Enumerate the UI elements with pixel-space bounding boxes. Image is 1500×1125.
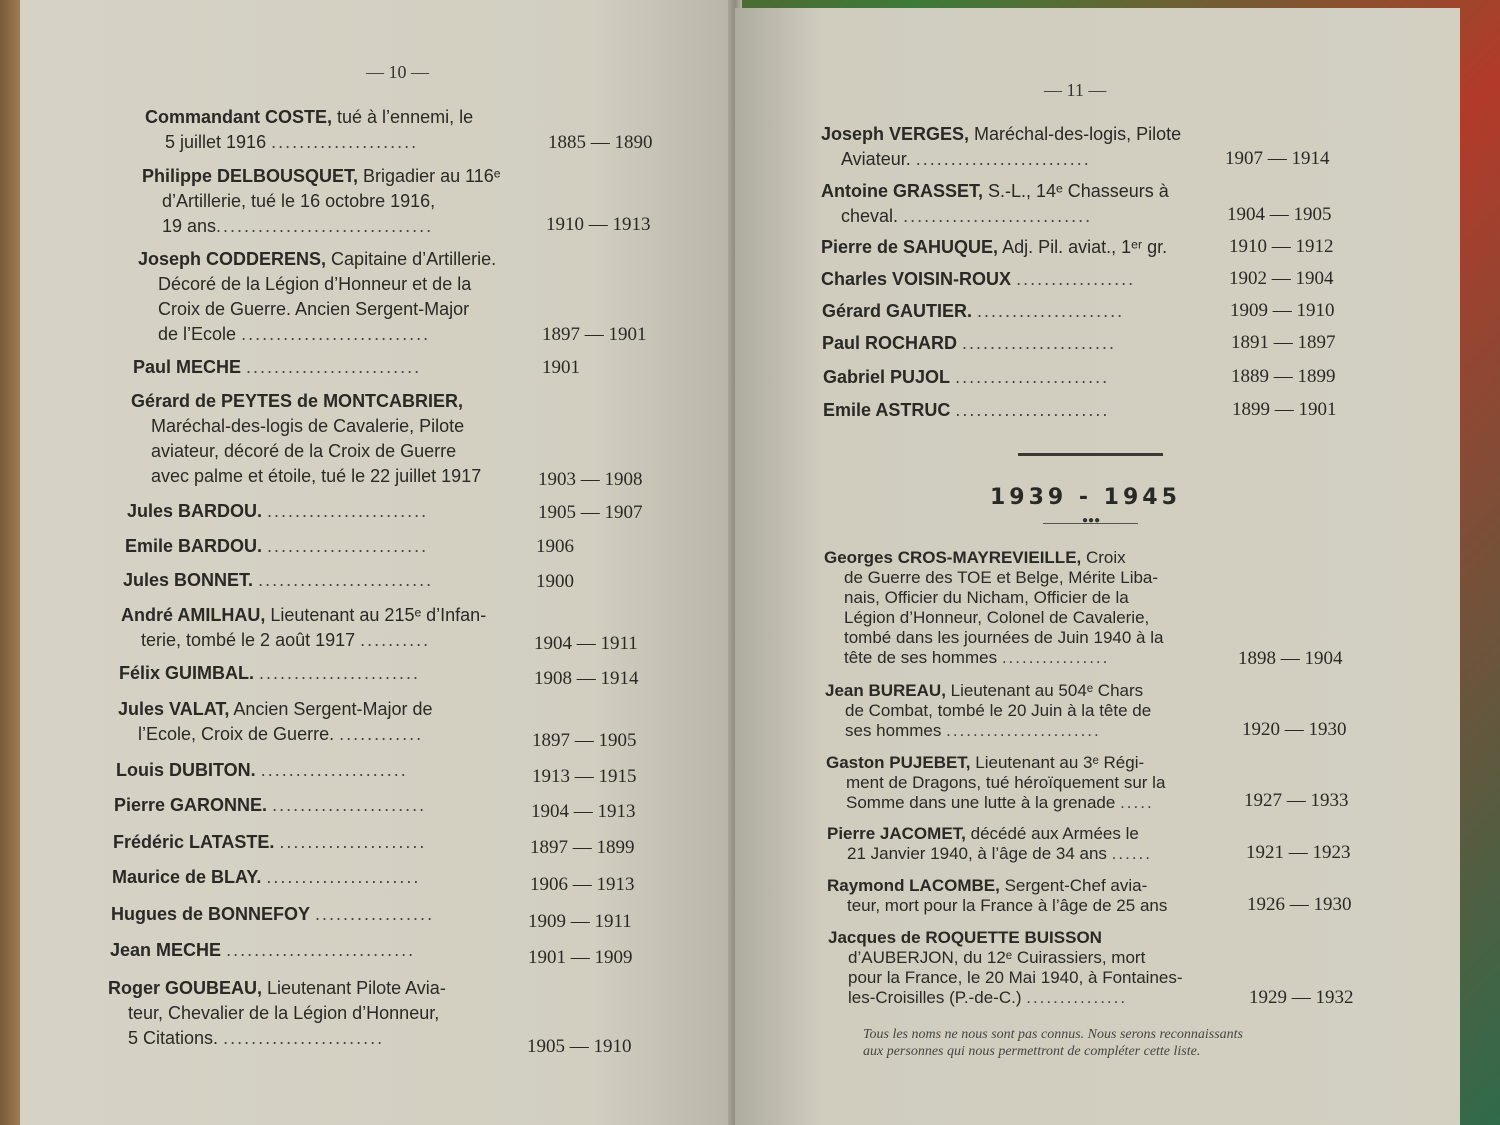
entry-years: 1927 — 1933	[1244, 790, 1349, 811]
list-item: Georges CROS-MAYREVIEILLE, Croix de Guerre des TOE et Belge, Mérite Liba- nais, Officier du Nicham, Officier de la Légion d’Honneur, Colonel de Cavalerie, tombé dans les journées de Juin 1940 à la tête de ses hommes ................	[824, 548, 1224, 668]
entry-cont: les-Croisilles (P.-de-C.)	[848, 988, 1022, 1007]
entry-cont: aviateur, décoré de la Croix de Guerre	[151, 441, 457, 461]
entry-cont: Légion d’Honneur, Colonel de Cavalerie,	[844, 608, 1150, 627]
list-item: Philippe DELBOUSQUET, Brigadier au 116ᵉ d’Artillerie, tué le 16 octobre 1916, 19 ans...............................	[142, 164, 544, 239]
entry-name: Paul MECHE	[133, 357, 242, 377]
list-item: André AMILHAU, Lieutenant au 215ᵉ d’Infan- terie, tombé le 2 août 1917 ..........	[121, 605, 487, 650]
entry-name: Antoine GRASSET,	[821, 181, 984, 201]
list-item: Félix GUIMBAL. .......................	[119, 663, 421, 683]
entry-desc: Adj. Pil. aviat., 1ᵉʳ gr.	[998, 237, 1168, 257]
entry-desc: Lieutenant au 504ᵉ Chars	[945, 681, 1144, 700]
list-item: Antoine GRASSET, S.-L., 14ᵉ Chasseurs à cheval. ...........................	[821, 181, 1169, 226]
entry-years: 1906	[536, 536, 574, 557]
entry-desc: Capitaine d’Artillerie.	[326, 249, 497, 269]
entry-years: 1920 — 1930	[1242, 719, 1347, 740]
entry-desc: Lieutenant au 3ᵉ Régi-	[970, 753, 1145, 772]
list-item: Jean BUREAU, Lieutenant au 504ᵉ Chars de Combat, tombé le 20 Juin à la tête de ses hommes .......................	[825, 681, 1225, 741]
list-item: Hugues de BONNEFOY .................	[111, 904, 435, 924]
list-item: Gérard GAUTIER. .....................	[822, 301, 1125, 321]
entry-cont: avec palme et étoile, tué le 22 juillet 1917	[151, 466, 482, 486]
list-item: Jean MECHE ...........................	[110, 940, 416, 960]
entry-years: 1905 — 1910	[527, 1036, 632, 1057]
entry-cont: ment de Dragons, tué héroïquement sur la	[846, 773, 1166, 792]
list-item: Louis DUBITON. .....................	[116, 760, 408, 780]
entry-name: Commandant COSTE,	[145, 107, 333, 127]
page-number: — 11 —	[1044, 80, 1107, 100]
list-item: Joseph CODDERENS, Capitaine d’Artillerie. Décoré de la Légion d’Honneur et de la Croix de Guerre. Ancien Sergent-Major de l’Ecole ...........................	[138, 247, 542, 347]
right-page	[735, 8, 1460, 1125]
entry-years: 1921 — 1923	[1246, 842, 1351, 863]
page-number: — 10 —	[366, 62, 429, 82]
entry-desc: Croix	[1081, 548, 1126, 567]
list-item: Paul ROCHARD ......................	[822, 333, 1117, 353]
entry-years: 1913 — 1915	[532, 766, 637, 787]
entry-years: 1891 — 1897	[1231, 332, 1336, 353]
list-item: Joseph VERGES, Maréchal-des-logis, Pilote Aviateur. .........................	[821, 124, 1182, 169]
entry-cont: teur, mort pour la France à l’âge de 25 ans	[847, 896, 1168, 915]
section-title: 1939 - 1945	[990, 485, 1181, 510]
entry-cont: tombé dans les journées de Juin 1940 à la	[844, 628, 1164, 647]
entry-name: Emile ASTRUC	[823, 400, 951, 420]
entry-years: 1897 — 1905	[532, 730, 637, 751]
entry-cont: de l’Ecole	[158, 324, 237, 344]
entry-name: Jules VALAT,	[118, 699, 230, 719]
entry-cont: Somme dans une lutte à la grenade	[846, 793, 1116, 812]
entry-years: 1897 — 1899	[530, 837, 635, 858]
entry-years: 1907 — 1914	[1225, 148, 1330, 169]
entry-desc: S.-L., 14ᵉ Chasseurs à	[983, 181, 1169, 201]
entry-name: Jean MECHE	[110, 940, 222, 960]
entry-cont: d’AUBERJON, du 12ᵉ Cuirassiers, mort	[848, 948, 1146, 967]
entry-name: Gérard de PEYTES de MONTCABRIER,	[131, 391, 464, 411]
entry-name: Philippe DELBOUSQUET,	[142, 166, 359, 186]
list-item: Pierre GARONNE. ......................	[114, 795, 427, 815]
entry-years: 1906 — 1913	[530, 874, 635, 895]
list-item: Jules BARDOU. .......................	[127, 501, 429, 521]
entry-cont: Maréchal-des-logis de Cavalerie, Pilote	[151, 416, 465, 436]
entry-years: 1897 — 1901	[542, 324, 647, 345]
list-item: Gaston PUJEBET, Lieutenant au 3ᵉ Régi- ment de Dragons, tué héroïquement sur la Somme dans une lutte à la grenade .....	[826, 753, 1226, 813]
entry-cont: Croix de Guerre. Ancien Sergent-Major	[158, 299, 470, 319]
list-item: Emile BARDOU. .......................	[125, 536, 429, 556]
entry-years: 1903 — 1908	[538, 469, 643, 490]
list-item: Charles VOISIN-ROUX .................	[821, 269, 1136, 289]
section-divider	[1018, 453, 1163, 456]
entry-name: Pierre de SAHUQUE,	[821, 237, 999, 257]
entry-years: 1904 — 1911	[534, 633, 638, 654]
entry-cont: 21 Janvier 1940, à l’âge de 34 ans	[847, 844, 1107, 863]
entry-years: 1909 — 1911	[528, 911, 632, 932]
entry-cont: ses hommes	[845, 721, 942, 740]
entry-years: 1899 — 1901	[1232, 399, 1337, 420]
entry-years: 1901 — 1909	[528, 947, 633, 968]
list-item: Roger GOUBEAU, Lieutenant Pilote Avia- teur, Chevalier de la Légion d’Honneur, 5 Citations. .......................	[108, 976, 528, 1051]
entry-desc: Lieutenant au 215ᵉ d’Infan-	[265, 605, 487, 625]
list-item	[131, 389, 543, 489]
entry-desc: Sergent-Chef avia-	[999, 876, 1148, 895]
entry-cont: d’Artillerie, tué le 16 octobre 1916,	[162, 191, 436, 211]
entry-cont: Décoré de la Légion d’Honneur et de la	[158, 274, 472, 294]
entry-desc: Brigadier au 116ᵉ	[358, 166, 501, 186]
list-item: Emile ASTRUC ......................	[823, 400, 1110, 420]
entry-name: Louis DUBITON.	[116, 760, 256, 780]
entry-years: 1908 — 1914	[534, 668, 639, 689]
entry-name: Pierre JACOMET,	[827, 824, 966, 843]
entry-desc: Lieutenant Pilote Avia-	[262, 978, 446, 998]
entry-name: Joseph VERGES,	[821, 124, 970, 144]
entry-name: Félix GUIMBAL.	[119, 663, 255, 683]
entry-name: André AMILHAU,	[121, 605, 266, 625]
footnote-line: aux personnes qui nous permettront de compléter cette liste.	[863, 1044, 1201, 1059]
list-item: Paul MECHE .........................	[133, 357, 422, 377]
entry-desc: tué à l’ennemi, le	[332, 107, 474, 127]
entry-cont: de Combat, tombé le 20 Juin à la tête de	[845, 701, 1152, 720]
entry-cont: Aviateur.	[841, 149, 911, 169]
entry-name: Frédéric LATASTE.	[113, 832, 275, 852]
entry-cont: 19 ans	[162, 216, 217, 236]
entry-years: 1889 — 1899	[1231, 366, 1336, 387]
entry-name: Maurice de BLAY.	[112, 867, 262, 887]
entry-name: Paul ROCHARD	[822, 333, 958, 353]
entry-cont: terie, tombé le 2 août 1917	[141, 630, 356, 650]
list-item	[827, 876, 1227, 916]
entry-years: 1901	[542, 357, 580, 378]
entry-cont: l’Ecole, Croix de Guerre.	[138, 724, 335, 744]
entry-years: 1902 — 1904	[1229, 268, 1334, 289]
left-page	[20, 0, 735, 1125]
list-item: Commandant COSTE, tué à l’ennemi, le 5 juillet 1916 .....................	[145, 107, 474, 152]
entry-name: Gabriel PUJOL	[823, 367, 951, 387]
entry-desc: Maréchal-des-logis, Pilote	[969, 124, 1182, 144]
entry-desc: décédé aux Armées le	[965, 824, 1139, 843]
entry-years: 1926 — 1930	[1247, 894, 1352, 915]
list-item: Pierre JACOMET, décédé aux Armées le 21 Janvier 1940, à l’âge de 34 ans ......	[827, 824, 1152, 863]
entry-years: 1885 — 1890	[548, 132, 653, 153]
entry-name: Jean BUREAU,	[825, 681, 946, 700]
entry-name: Emile BARDOU.	[125, 536, 263, 556]
entry-name: Joseph CODDERENS,	[138, 249, 327, 269]
entry-years: 1898 — 1904	[1238, 648, 1343, 669]
entry-years: 1909 — 1910	[1230, 300, 1335, 321]
entry-years: 1904 — 1905	[1227, 204, 1332, 225]
footnote-line: Tous les noms ne nous sont pas connus. Nous serons reconnaissants	[863, 1027, 1243, 1042]
entry-name: Jules BONNET.	[123, 570, 254, 590]
entry-name: Georges CROS-MAYREVIEILLE,	[824, 548, 1082, 567]
ornament-icon: ●●●	[1082, 515, 1101, 526]
entry-years: 1910 — 1913	[546, 214, 651, 235]
entry-name: Roger GOUBEAU,	[108, 978, 263, 998]
list-item: Jules VALAT, Ancien Sergent-Major de l’Ecole, Croix de Guerre. ............	[118, 699, 433, 744]
list-item: Jules BONNET. .........................	[123, 570, 434, 590]
entry-years: 1910 — 1912	[1229, 236, 1334, 257]
entry-name: Jacques de ROQUETTE BUISSON	[828, 928, 1102, 947]
entry-name: Gaston PUJEBET,	[826, 753, 971, 772]
entry-cont: nais, Officier du Nicham, Officier de la	[844, 588, 1129, 607]
entry-cont: tête de ses hommes	[844, 648, 998, 667]
entry-name: Gérard GAUTIER.	[822, 301, 973, 321]
entry-cont: 5 Citations.	[128, 1028, 219, 1048]
entry-name: Jules BARDOU.	[127, 501, 263, 521]
entry-name: Raymond LACOMBE,	[827, 876, 1000, 895]
list-item: Jacques de ROQUETTE BUISSON d’AUBERJON, du 12ᵉ Cuirassiers, mort pour la France, le 20 Mai 1940, à Fontaines- les-Croisilles (P.-de-C.) ...............	[828, 928, 1228, 1008]
list-item: Maurice de BLAY. ......................	[112, 867, 421, 887]
entry-cont: teur, Chevalier de la Légion d’Honneur,	[128, 1003, 440, 1023]
list-item: Frédéric LATASTE. .....................	[113, 832, 427, 852]
entry-cont: 5 juillet 1916	[165, 132, 267, 152]
list-item	[821, 235, 1221, 260]
entry-cont: pour la France, le 20 Mai 1940, à Fontaines-	[848, 968, 1183, 987]
list-item: Gabriel PUJOL ......................	[823, 367, 1110, 387]
entry-years: 1905 — 1907	[538, 502, 643, 523]
entry-name: Charles VOISIN-ROUX	[821, 269, 1012, 289]
entry-years: 1900	[536, 571, 574, 592]
entry-cont: cheval.	[841, 206, 899, 226]
entry-years: 1904 — 1913	[531, 801, 636, 822]
entry-name: Pierre GARONNE.	[114, 795, 268, 815]
entry-years: 1929 — 1932	[1249, 987, 1354, 1008]
entry-cont: de Guerre des TOE et Belge, Mérite Liba-	[844, 568, 1159, 587]
entry-name: Hugues de BONNEFOY	[111, 904, 311, 924]
footnote	[863, 1026, 1383, 1060]
entry-desc: Ancien Sergent-Major de	[229, 699, 433, 719]
